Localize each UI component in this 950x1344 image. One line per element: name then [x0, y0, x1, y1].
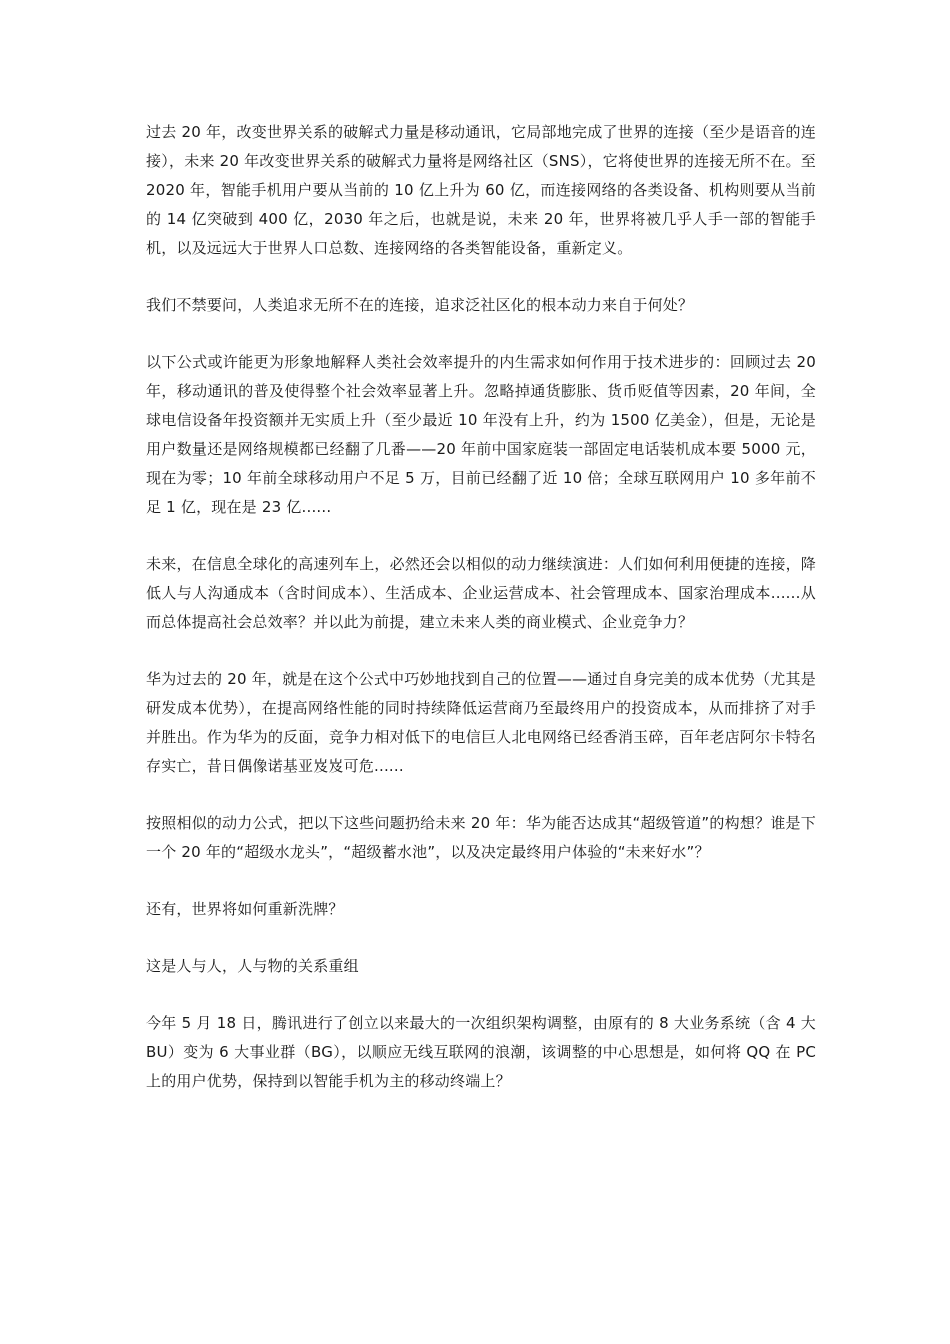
paragraph-future-questions: 按照相似的动力公式，把以下这些问题扔给未来 20 年：华为能否达成其“超级管道”的构想？谁是下一个 20 年的“超级水龙头”，“超级蓄水池”，以及决定最终用户体验的“未来好水”？	[146, 814, 816, 861]
paragraph-efficiency-formula: 以下公式或许能更为形象地解释人类社会效率提升的内生需求如何作用于技术进步的：回顾过去 20 年，移动通讯的普及使得整个社会效率显著上升。忽略掉通货膨胀、货币贬值等因素，20 年间，全球电信设备年投资额并无实质上升（至少最近 10 年没有上升，约为 1500 亿美金），但是，无论是用户数量还是网络规模都已经翻了几番——20 年前中国家庭装一部固定电话装机成本要 5000 元，现在为零；10 年前全球移动用户不足 5 万，目前已经翻了近 10 倍；全球互联网用户 10 多年前不足 1 亿，现在是 23 亿......	[146, 353, 816, 516]
article-body	[146, 118, 816, 1124]
paragraph-huawei-past: 华为过去的 20 年，就是在这个公式中巧妙地找到自己的位置——通过自身完美的成本优势（尤其是研发成本优势），在提高网络性能的同时持续降低运营商乃至最终用户的投资成本，从而排挤了对手并胜出。作为华为的反面，竞争力相对低下的电信巨人北电网络已经香消玉碎，百年老店阿尔卡特名存实亡，昔日偶像诺基亚岌岌可危......	[146, 670, 816, 775]
paragraph-question-connection: 我们不禁要问，人类追求无所不在的连接，追求泛社区化的根本动力来自于何处？	[146, 296, 694, 314]
paragraph-relationship-reorganization: 这是人与人，人与物的关系重组	[146, 957, 359, 975]
paragraph-reshuffle: 还有，世界将如何重新洗牌？	[146, 900, 344, 918]
paragraph-mobile-communication: 过去 20 年，改变世界关系的破解式力量是移动通讯，它局部地完成了世界的连接（至少是语音的连接），未来 20 年改变世界关系的破解式力量将是网络社区（SNS），它将使世界的连接无所不在。至 2020 年，智能手机用户要从当前的 10 亿上升为 60 亿，而连接网络的各类设备、机构则要从当前的 14 亿突破到 400 亿，2030 年之后，也就是说，未来 20 年，世界将被几乎人手一部的智能手机，以及远远大于世界人口总数、连接网络的各类智能设备，重新定义。	[146, 123, 816, 257]
paragraph-tencent-restructure: 今年 5 月 18 日，腾讯进行了创立以来最大的一次组织架构调整，由原有的 8 大业务系统（含 4 大 BU）变为 6 大事业群（BG），以顺应无线互联网的浪潮，该调整的中心思想是，如何将 QQ 在 PC 上的用户优势，保持到以智能手机为主的移动终端上？	[146, 1014, 816, 1090]
paragraph-future-evolution: 未来，在信息全球化的高速列车上，必然还会以相似的动力继续演进：人们如何利用便捷的连接，降低人与人沟通成本（含时间成本）、生活成本、企业运营成本、社会管理成本、国家治理成本......从而总体提高社会总效率？并以此为前提，建立未来人类的商业模式、企业竞争力？	[146, 555, 816, 631]
